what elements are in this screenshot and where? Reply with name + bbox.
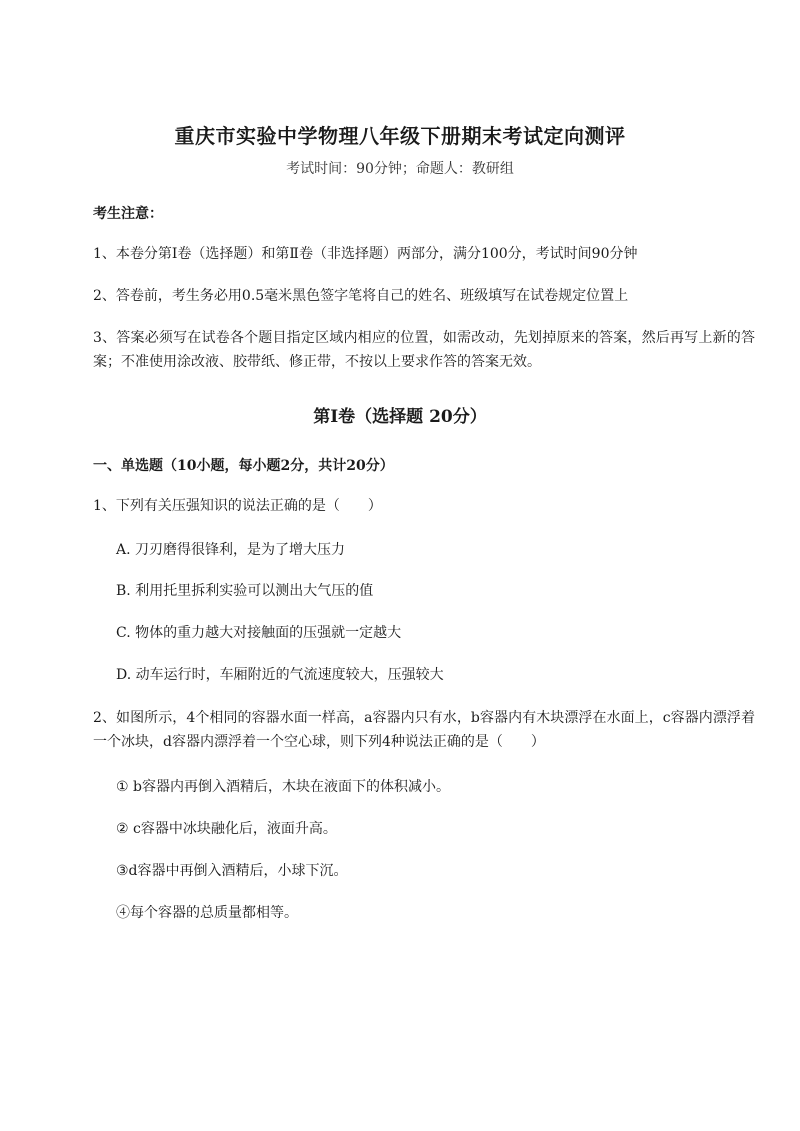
statement-item: ① b容器内再倒入酒精后，木块在液面下的体积减小。 <box>116 779 450 795</box>
question-stem: 2、如图所示，4个相同的容器水面一样高，a容器内只有水，b容器内有木块漂浮在水面上，c容器内漂浮着一个冰块，d容器内漂浮着一个空心球，则下列4种说法正确的是（ ） <box>93 710 755 750</box>
page-title: 重庆市实验中学物理八年级下册期末考试定向测评 <box>174 124 626 148</box>
statement-item: ③d容器中再倒入酒精后，小球下沉。 <box>116 863 348 879</box>
answer-option-b: B. 利用托里拆利实验可以测出大气压的值 <box>116 583 374 599</box>
statement-item: ④每个容器的总质量都相等。 <box>116 905 298 921</box>
notice-heading: 考生注意： <box>93 206 163 222</box>
answer-option-c: C. 物体的重力越大对接触面的压强就一定越大 <box>116 625 402 641</box>
notice-item: 3、答案必须写在试卷各个题目指定区域内相应的位置，如需改动，先划掉原来的答案，然后再写上新的答案；不准使用涂改液、胶带纸、修正带，不按以上要求作答的答案无效。 <box>93 330 755 370</box>
question-stem: 1、下列有关压强知识的说法正确的是（ ） <box>93 498 382 514</box>
section-title: 第I卷（选择题 20分） <box>313 407 487 427</box>
exam-info: 考试时间：90分钟；命题人：教研组 <box>286 161 514 177</box>
part-heading: 一、单选题（10小题，每小题2分，共计20分） <box>93 458 394 474</box>
notice-item: 2、答卷前，考生务必用0.5毫米黑色签字笔将自己的姓名、班级填写在试卷规定位置上 <box>93 288 629 304</box>
notice-item: 1、本卷分第I卷（选择题）和第Ⅱ卷（非选择题）两部分，满分100分，考试时间90分钟 <box>93 246 638 262</box>
answer-option-a: A. 刀刃磨得很锋利，是为了增大压力 <box>116 542 346 558</box>
answer-option-d: D. 动车运行时，车厢附近的气流速度较大，压强较大 <box>116 667 444 683</box>
statement-item: ② c容器中冰块融化后，液面升高。 <box>116 821 337 837</box>
